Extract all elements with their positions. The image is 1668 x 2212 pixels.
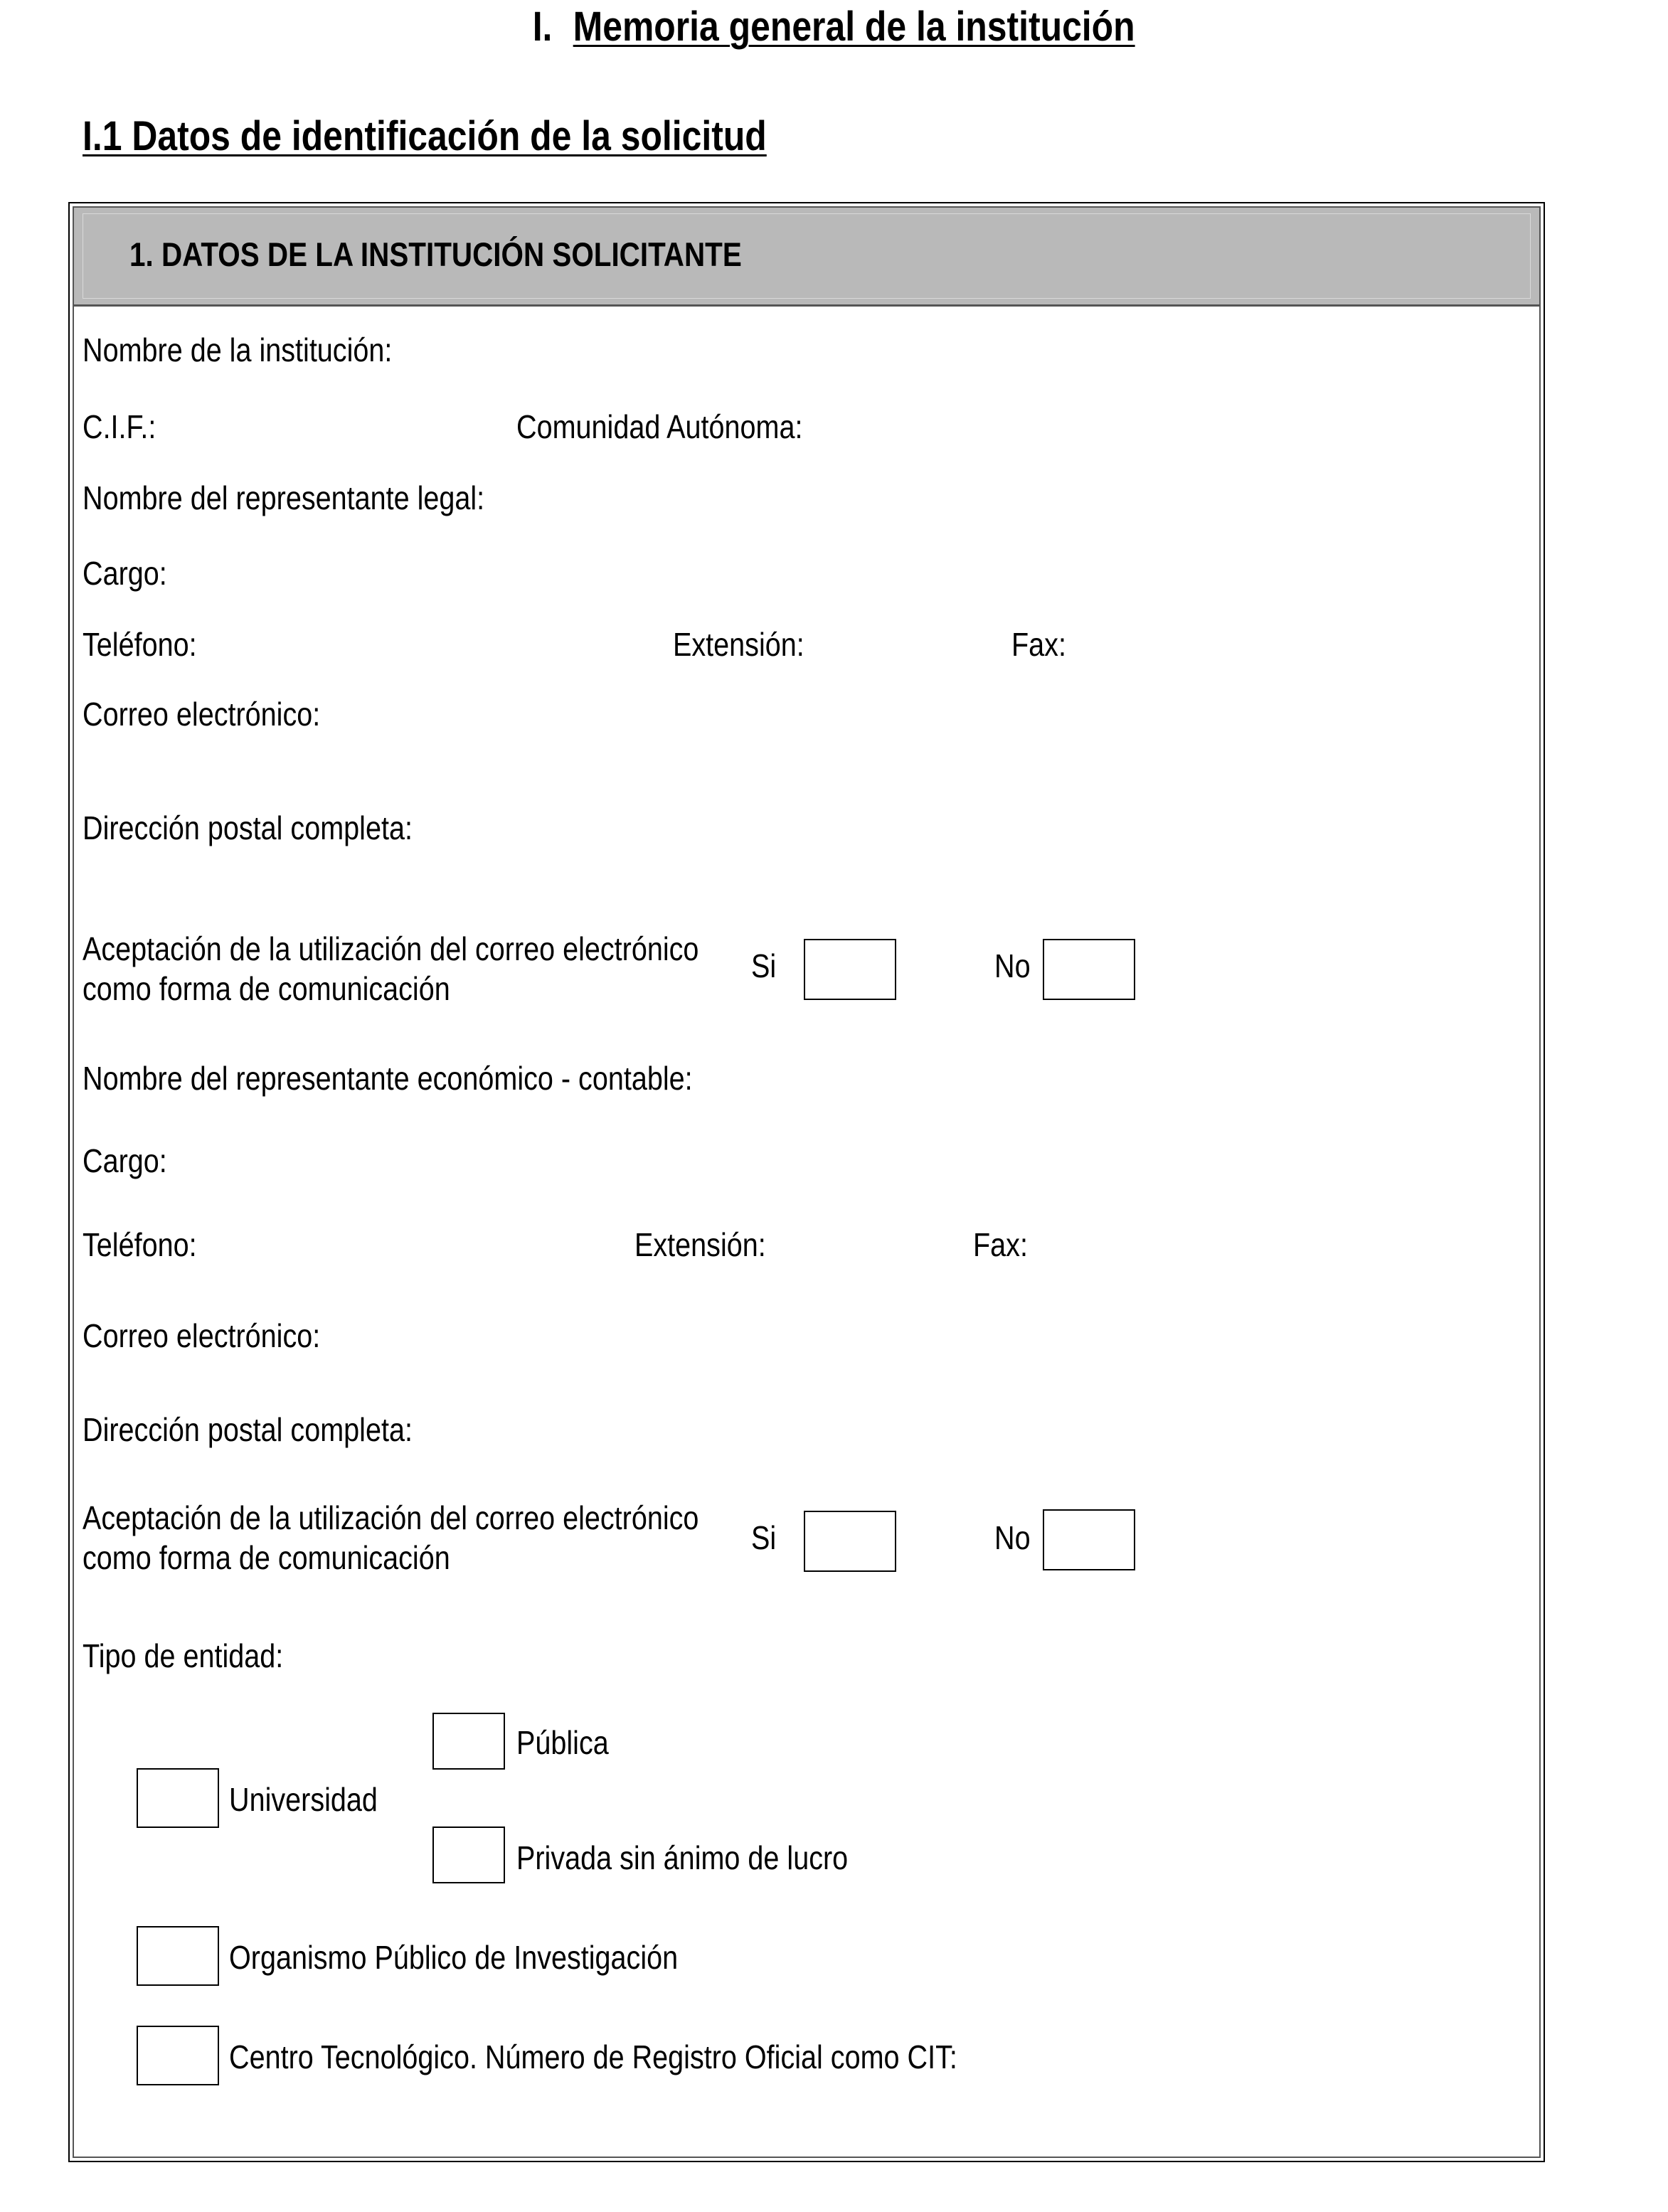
label-tipo-entidad: Tipo de entidad: [83,1637,284,1674]
checkbox-no-2[interactable] [1043,1509,1135,1570]
label-correo-economico: Correo electrónico: [83,1317,321,1354]
label-aceptacion2-line1: Aceptación de la utilización del correo electrónico [83,1499,699,1536]
label-representante-legal: Nombre del representante legal: [83,479,485,516]
label-aceptacion-line1: Aceptación de la utilización del correo electrónico [83,930,699,967]
label-extension-economico: Extensión: [634,1226,766,1263]
checkbox-si-2[interactable] [804,1511,896,1572]
label-aceptacion-line2: como forma de comunicación [83,970,450,1007]
checkbox-opi[interactable] [137,1926,219,1986]
title-text: Memoria general de la institución [573,4,1135,50]
label-nombre-institucion: Nombre de la institución: [83,331,393,368]
label-extension-legal: Extensión: [673,626,804,663]
checkbox-privada[interactable] [432,1827,505,1883]
label-opi: Organismo Público de Investigación [229,1939,679,1976]
label-telefono-legal: Teléfono: [83,626,197,663]
section-header-title: 1. DATOS DE LA INSTITUCIÓN SOLICITANTE [129,235,742,273]
label-no-2: No [994,1519,1031,1556]
section-subtitle: I.1 Datos de identificación de la solicitud [83,113,767,159]
label-representante-economico: Nombre del representante económico - contable: [83,1060,693,1097]
checkbox-no-1[interactable] [1043,939,1135,1000]
label-cargo-economico: Cargo: [83,1142,167,1179]
label-centro-tecnologico: Centro Tecnológico. Número de Registro Oficial como CIT: [229,2038,957,2075]
label-no-1: No [994,947,1031,984]
checkbox-si-1[interactable] [804,939,896,1000]
document-title [117,3,1551,50]
label-aceptacion2-line2: como forma de comunicación [83,1539,450,1576]
label-cargo-legal: Cargo: [83,555,167,592]
checkbox-publica[interactable] [432,1713,505,1770]
label-si-1: Si [751,947,777,984]
label-direccion-economico: Dirección postal completa: [83,1411,413,1448]
title-number: I. [532,4,553,50]
label-publica: Pública [516,1724,609,1761]
label-fax-economico: Fax: [973,1226,1028,1263]
label-privada: Privada sin ánimo de lucro [516,1839,849,1876]
checkbox-universidad[interactable] [137,1768,219,1828]
label-correo-legal: Correo electrónico: [83,696,321,733]
label-cif: C.I.F.: [83,408,156,445]
label-telefono-economico: Teléfono: [83,1226,197,1263]
label-si-2: Si [751,1519,777,1556]
checkbox-centro-tecnologico[interactable] [137,2026,219,2085]
label-universidad: Universidad [229,1781,378,1818]
label-fax-legal: Fax: [1011,626,1066,663]
label-comunidad-autonoma: Comunidad Autónoma: [516,408,803,445]
label-direccion-legal: Dirección postal completa: [83,809,413,846]
